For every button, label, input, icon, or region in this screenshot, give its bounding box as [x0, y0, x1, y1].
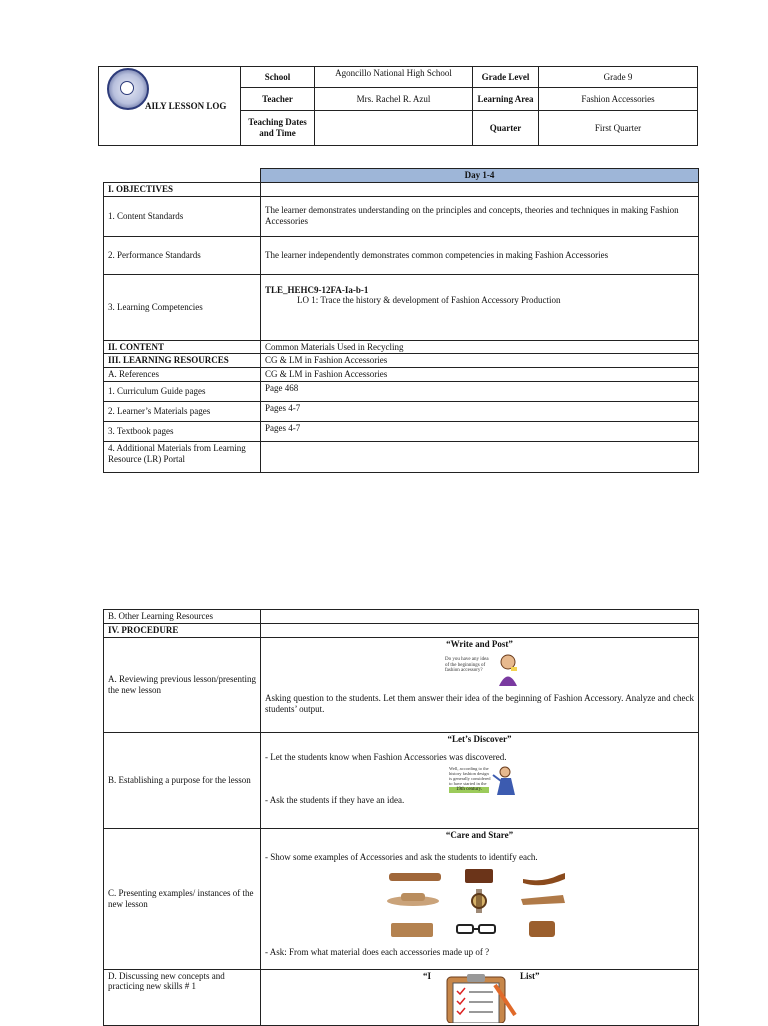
- discover-item-1: - Let the students know when Fashion Accessories was discovered.: [265, 752, 507, 763]
- care-item-1: - Show some examples of Accessories and ask the students to identify each.: [265, 852, 538, 863]
- school-label: School: [241, 67, 315, 88]
- lesson-log-title: AILY LESSON LOG: [99, 67, 241, 146]
- glasses-image: [457, 925, 495, 933]
- school-value: Agoncillo National High School: [315, 67, 473, 88]
- curriculum-guide-value: Page 468: [261, 381, 699, 401]
- additional-materials-label: 4. Additional Materials from Learning Resource (LR) Portal: [104, 441, 261, 472]
- references-label: A. References: [104, 368, 261, 382]
- bag-image: [529, 921, 555, 937]
- pipe-image: [523, 873, 565, 885]
- resources-value: CG & LM in Fashion Accessories: [261, 354, 699, 368]
- teacher-value: Mrs. Rachel R. Azul: [315, 88, 473, 111]
- thinking-bubble-text: Do you have any idea of the beginnings of fashion accessory?: [445, 657, 489, 674]
- shoe-image: [521, 895, 565, 905]
- discussing-label: D. Discussing new concepts and practicing new skills # 1: [104, 969, 261, 1025]
- additional-materials-value: [261, 441, 699, 472]
- content-label: II. CONTENT: [104, 340, 261, 354]
- discover-item-2: - Ask the students if they have an idea.: [265, 795, 405, 806]
- review-label: A. Reviewing previous lesson/presenting the new lesson: [104, 637, 261, 732]
- grade-label: Grade Level: [473, 67, 539, 88]
- care-item-2: - Ask: From what material does each accessories made up of ?: [265, 947, 490, 958]
- procedure-table: [103, 609, 699, 1026]
- list-title-right: List”: [520, 970, 540, 981]
- objectives-table: [103, 168, 699, 473]
- learners-materials-value: Pages 4-7: [261, 401, 699, 421]
- content-standards-label: 1. Content Standards: [104, 196, 261, 236]
- century-label: 19th century.: [449, 787, 489, 793]
- curriculum-guide-label: 1. Curriculum Guide pages: [104, 381, 261, 401]
- thinking-person-icon: [265, 649, 694, 691]
- learning-competencies-label: 3. Learning Competencies: [104, 274, 261, 340]
- quarter-label: Quarter: [473, 111, 539, 146]
- content-value: Common Materials Used in Recycling: [261, 340, 699, 354]
- area-value: Fashion Accessories: [539, 88, 698, 111]
- other-resources-label: B. Other Learning Resources: [104, 610, 261, 624]
- briefcase-image: [391, 923, 433, 937]
- performance-standards-value: The learner independently demonstrates common competencies in making Fashion Accessories: [261, 236, 699, 274]
- wallet-image: [465, 869, 493, 883]
- teacher-pointing-icon: [265, 763, 694, 795]
- discover-bubble-text: Well, according to the history fashion design is generally considered to have started in the: [449, 766, 491, 786]
- references-value: CG & LM in Fashion Accessories: [261, 368, 699, 382]
- examples-label: C. Presenting examples/ instances of the new lesson: [104, 828, 261, 969]
- dates-label: Teaching Dates and Time: [241, 111, 315, 146]
- lets-discover-title: “Let’s Discover”: [447, 733, 512, 744]
- care-and-stare-title: “Care and Stare”: [445, 829, 514, 840]
- procedure-label: IV. PROCEDURE: [104, 623, 261, 637]
- competency-code: TLE_HEHC9-12FA-Ia-b-1: [265, 284, 369, 295]
- textbook-value: Pages 4-7: [261, 421, 699, 441]
- header-table: [98, 66, 698, 146]
- learners-materials-label: 2. Learner’s Materials pages: [104, 401, 261, 421]
- competency-lo: LO 1: Trace the history & development of Fashion Accessory Production: [297, 295, 561, 306]
- objectives-label: I. OBJECTIVES: [104, 182, 261, 196]
- textbook-label: 3. Textbook pages: [104, 421, 261, 441]
- belt-image: [389, 873, 441, 881]
- teacher-label: Teacher: [241, 88, 315, 111]
- content-standards-value: The learner demonstrates understanding on the principles and concepts, theories and techniques in making Fashion Accessories: [261, 196, 699, 236]
- area-label: Learning Area: [473, 88, 539, 111]
- resources-label: III. LEARNING RESOURCES: [104, 354, 261, 368]
- clipboard-checklist-icon: [437, 971, 521, 1023]
- grade-value: Grade 9: [539, 67, 698, 88]
- performance-standards-label: 2. Performance Standards: [104, 236, 261, 274]
- quarter-value: First Quarter: [539, 111, 698, 146]
- accessory-images: [383, 869, 589, 941]
- day-header: Day 1-4: [261, 169, 699, 183]
- purpose-label: B. Establishing a purpose for the lesson: [104, 732, 261, 828]
- review-text: Asking question to the students. Let them answer their idea of the beginning of Fashion Accessory. Analyze and check students’ output.: [265, 693, 694, 715]
- list-title-left: “I: [423, 970, 432, 981]
- write-and-post-title: “Write and Post”: [446, 638, 513, 649]
- dates-value: [315, 111, 473, 146]
